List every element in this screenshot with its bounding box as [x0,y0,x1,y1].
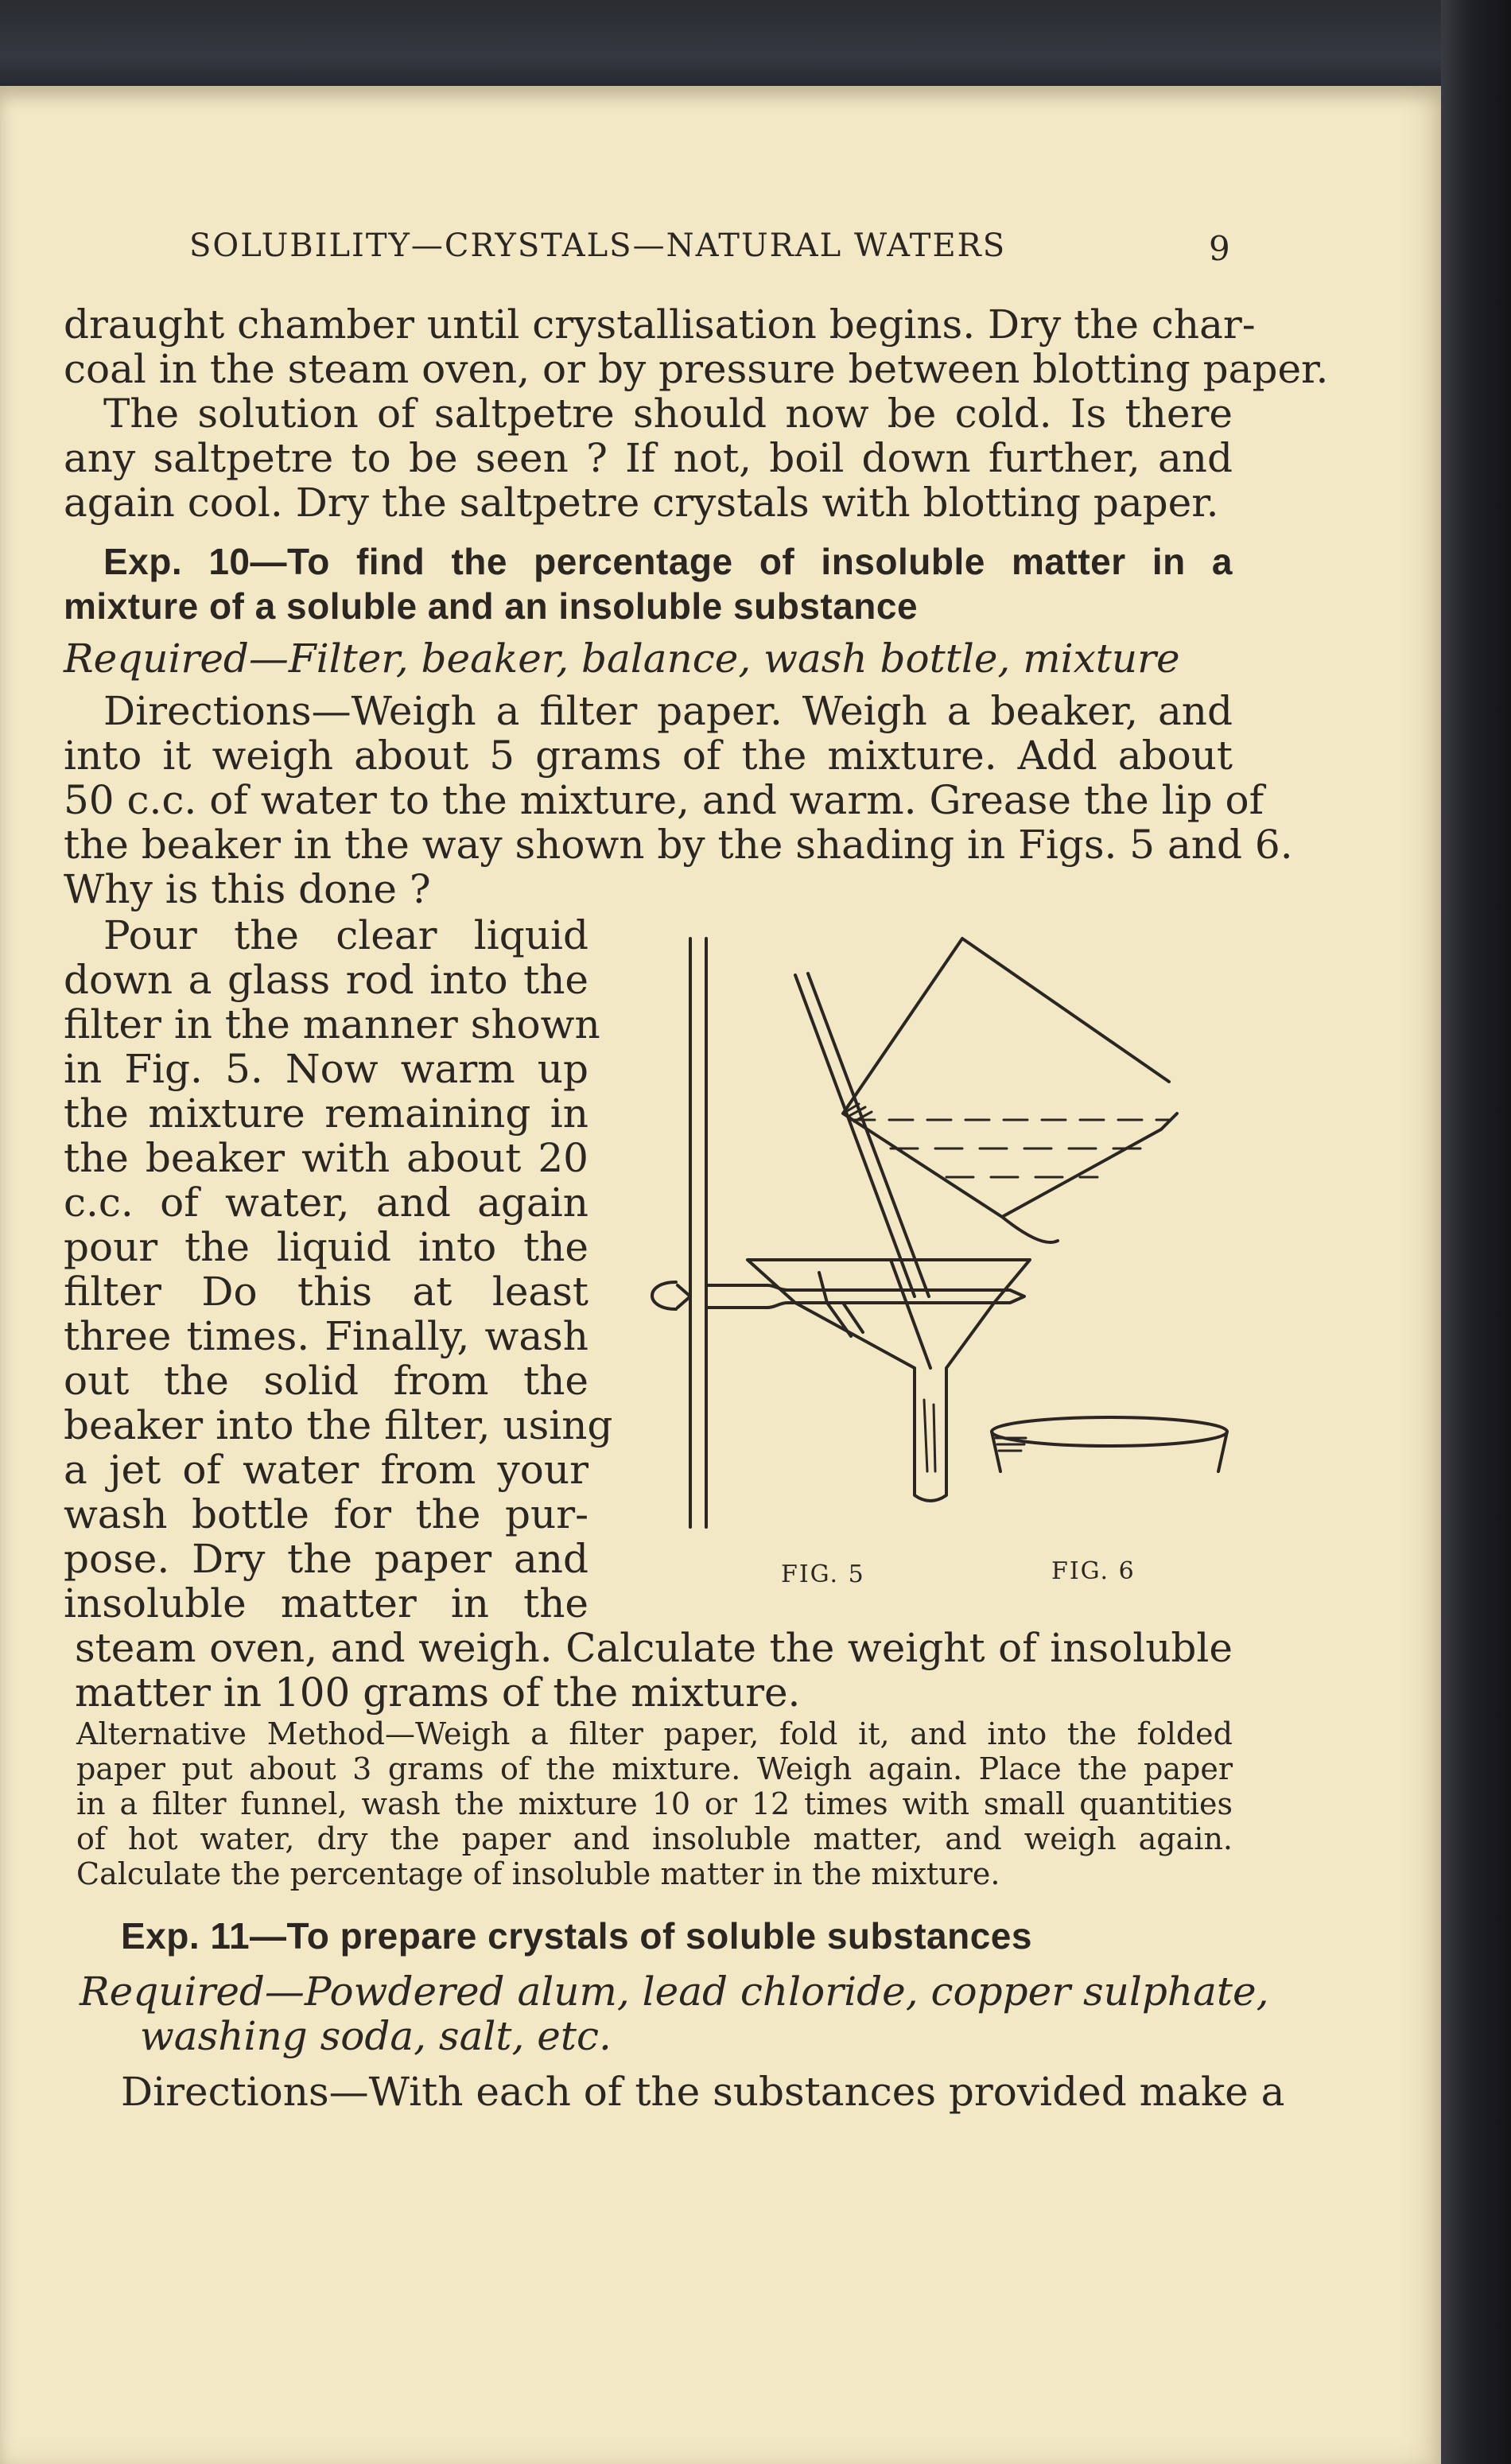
text-line: The solution of saltpetre should now be cold. Is there [103,391,1233,437]
text-line: filter in the manner shown [64,1001,600,1047]
text-line: Directions—Weigh a filter paper. Weigh a beaker, and [103,688,1233,734]
text-line: c.c. of water, and again [64,1180,588,1226]
text-line: Pour the clear liquid [103,912,588,958]
text-line: wash bottle for the pur- [64,1491,588,1537]
text-line: the beaker in the way shown by the shading in Figs. 5 and 6. [64,822,1293,868]
text-line: of hot water, dry the paper and insoluble matter, and weigh again. [76,1821,1233,1856]
text-line: the beaker with about 20 [64,1135,588,1181]
text-line: Calculate the percentage of insoluble matter in the mixture. [76,1856,1000,1891]
exp10-required: Required—Filter, beaker, balance, wash bottle, mixture [64,635,1180,682]
funnel-ripple [924,1400,935,1471]
exp11-directions: Directions—With each of the substances provided make a [121,2069,1285,2115]
text-line: into it weigh about 5 grams of the mixture. Add about [64,733,1233,779]
text-line: three times. Finally, wash [64,1313,588,1359]
book-cover-edge-right [1441,0,1511,2464]
text-line: coal in the steam oven, or by pressure between blotting paper. [64,346,1329,392]
heading-line: Exp. 10—To find the percentage of insoluble matter in a [103,541,1233,582]
text-line: pour the liquid into the [64,1224,588,1270]
fig6-dish-rim [992,1417,1227,1446]
text-line: filter Do this at least [64,1269,588,1315]
text-line: matter in 100 grams of the mixture. [75,1669,801,1716]
text-line: washing soda, salt, etc. [140,2013,612,2059]
text-line: again cool. Dry the saltpetre crystals with blotting paper. [64,480,1219,526]
clamp-arm [706,1285,1024,1308]
clamp-screw [652,1282,690,1309]
text-line: down a glass rod into the [64,957,588,1003]
text-line: in a filter funnel, wash the mixture 10 or 12 times with small quantities [76,1786,1233,1821]
heading-line: mixture of a soluble and an insoluble substance [64,585,919,627]
page-number: 9 [1209,229,1230,268]
fig5-caption: FIG. 5 [781,1560,865,1588]
text-line: Why is this done ? [64,866,431,912]
text-line: 50 c.c. of water to the mixture, and warm. Grease the lip of [64,777,1264,823]
funnel [748,1260,1030,1501]
text-line: paper put about 3 grams of the mixture. Weigh again. Place the paper [76,1751,1233,1786]
text-line: insoluble matter in the [64,1580,588,1626]
text-line: out the solid from the [64,1358,588,1404]
text-line: any saltpetre to be seen ? If not, boil down further, and [64,435,1233,481]
text-line: beaker into the filter, using [64,1402,613,1448]
running-title: SOLUBILITY—CRYSTALS—NATURAL WATERS [189,227,1007,264]
filter-paper [819,1260,930,1368]
fig6-caption: FIG. 6 [1051,1557,1136,1585]
text-line: pose. Dry the paper and [64,1536,588,1582]
text-line: draught chamber until crystallisation begins. Dry the char- [64,301,1256,348]
glass-rod [808,974,929,1296]
exp11-heading: Exp. 11—To prepare crystals of soluble substances [121,1915,1032,1957]
text-line: the mixture remaining in [64,1090,588,1137]
text-line: in Fig. 5. Now warm up [64,1046,588,1092]
book-cover-edge-top [0,0,1511,95]
text-line: Required—Powdered alum, lead chloride, copper sulphate, [80,1968,1269,2015]
text-line: Alternative Method—Weigh a filter paper, fold it, and into the folded [76,1716,1233,1751]
filtration-illustration [628,923,1264,1575]
text-line: steam oven, and weigh. Calculate the weight of insoluble [75,1625,1233,1671]
text-line: a jet of water from your [64,1447,588,1493]
glass-rod [795,975,915,1296]
